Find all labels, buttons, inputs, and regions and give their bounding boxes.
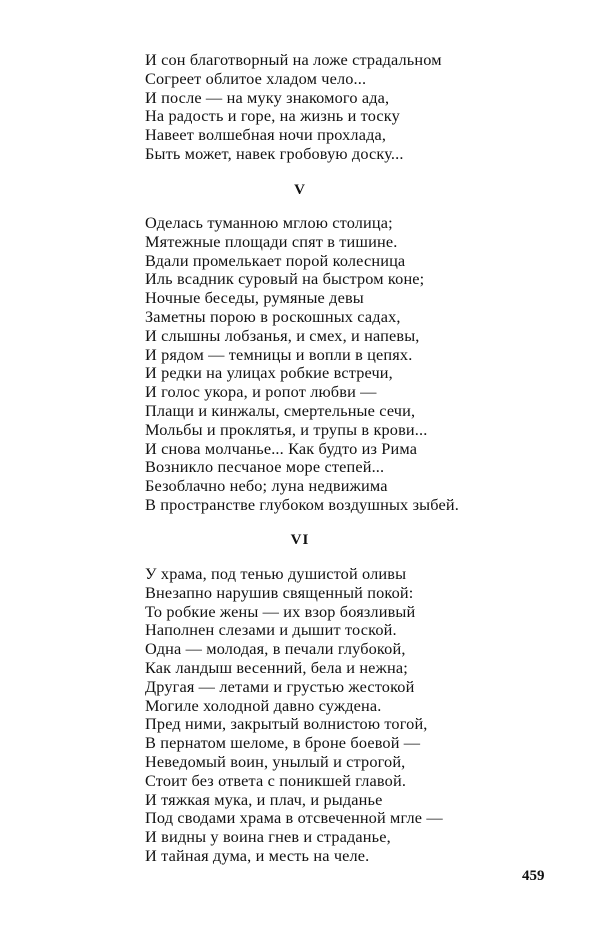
poem-line: И слышны лобзанья, и смех, и напевы, — [145, 325, 420, 345]
poem-line: Могиле холодной давно суждена. — [145, 695, 382, 715]
poem-line: И сон благотворный на ложе страдальном — [145, 50, 442, 69]
poem-line: Другая — летами и грустью жестокой — [145, 676, 415, 696]
poem-line: Одна — молодая, в печали глубокой, — [145, 639, 406, 659]
section-heading-v: V — [294, 182, 306, 198]
poem-line: Стоит без ответа с поникшей главой. — [145, 770, 407, 790]
poem-line: И голос укора, и ропот любви — — [145, 382, 377, 402]
poem-line: Мятежные площади спят в тишине. — [145, 231, 398, 251]
poem-line: И тяжкая мука, и плач, и рыданье — [145, 789, 383, 809]
poem-line: Как ландыш весенний, бела и нежна; — [145, 657, 408, 677]
poem-line: Вдали промелькает порой колесница — [145, 250, 406, 270]
stanza-vi — [145, 565, 565, 866]
poem-line: Мольбы и проклятья, и трупы в крови... — [145, 419, 428, 439]
poem-line: У храма, под тенью душистой оливы — [145, 564, 407, 583]
poem-line: Под сводами храма в отсвеченной мгле — — [145, 808, 443, 828]
stanza-v — [145, 214, 565, 515]
section-heading-vi: VI — [290, 532, 310, 548]
poem-line: В пернатом шеломе, в броне боевой — — [145, 733, 421, 753]
poem-line: Неведомый воин, унылый и строгой, — [145, 751, 406, 771]
poem-line: На радость и горе, на жизнь и тоску — [145, 106, 400, 126]
poem-line: И рядом — темницы и вопли в цепях. — [145, 344, 413, 364]
poem-line: И после — на муку знакомого ада, — [145, 87, 390, 107]
poem-line: То робкие жены — их взор боязливый — [145, 601, 416, 621]
poem-line: Плащи и кинжалы, смертельные сечи, — [145, 400, 416, 420]
poem-line: Быть может, навек гробовую доску... — [145, 143, 404, 163]
poem-line: Внезапно нарушив священный покой: — [145, 582, 414, 602]
poem-line: Ночные беседы, румяные девы — [145, 288, 364, 308]
poem-line: Пред ними, закрытый волнистою тогой, — [145, 714, 428, 734]
poem-line: И редки на улицах робкие встречи, — [145, 363, 393, 383]
poem-line: Согреет облитое хладом чело... — [145, 68, 367, 88]
poem-line: Навеет волшебная ночи прохлада, — [145, 125, 387, 145]
poem-line: И тайная дума, и месть на челе. — [145, 845, 370, 865]
stanza-continued — [145, 51, 565, 164]
poem-line: Оделась туманною мглою столица; — [145, 213, 393, 232]
poem-line: Безоблачно небо; луна недвижима — [145, 476, 388, 496]
page-number: 459 — [522, 868, 545, 884]
poem-line: Заметны порою в роскошных садах, — [145, 306, 401, 326]
poem-line: И снова молчанье... Как будто из Рима — [145, 438, 418, 458]
poem-line: Возникло песчаное море степей... — [145, 457, 385, 477]
poem-line: В пространстве глубоком воздушных зыбей. — [145, 494, 459, 514]
poem-line: Иль всадник суровый на быстром коне; — [145, 269, 425, 289]
poem-line: И видны у воина гнев и страданье, — [145, 827, 391, 847]
poem-line: Наполнен слезами и дышит тоской. — [145, 620, 397, 640]
